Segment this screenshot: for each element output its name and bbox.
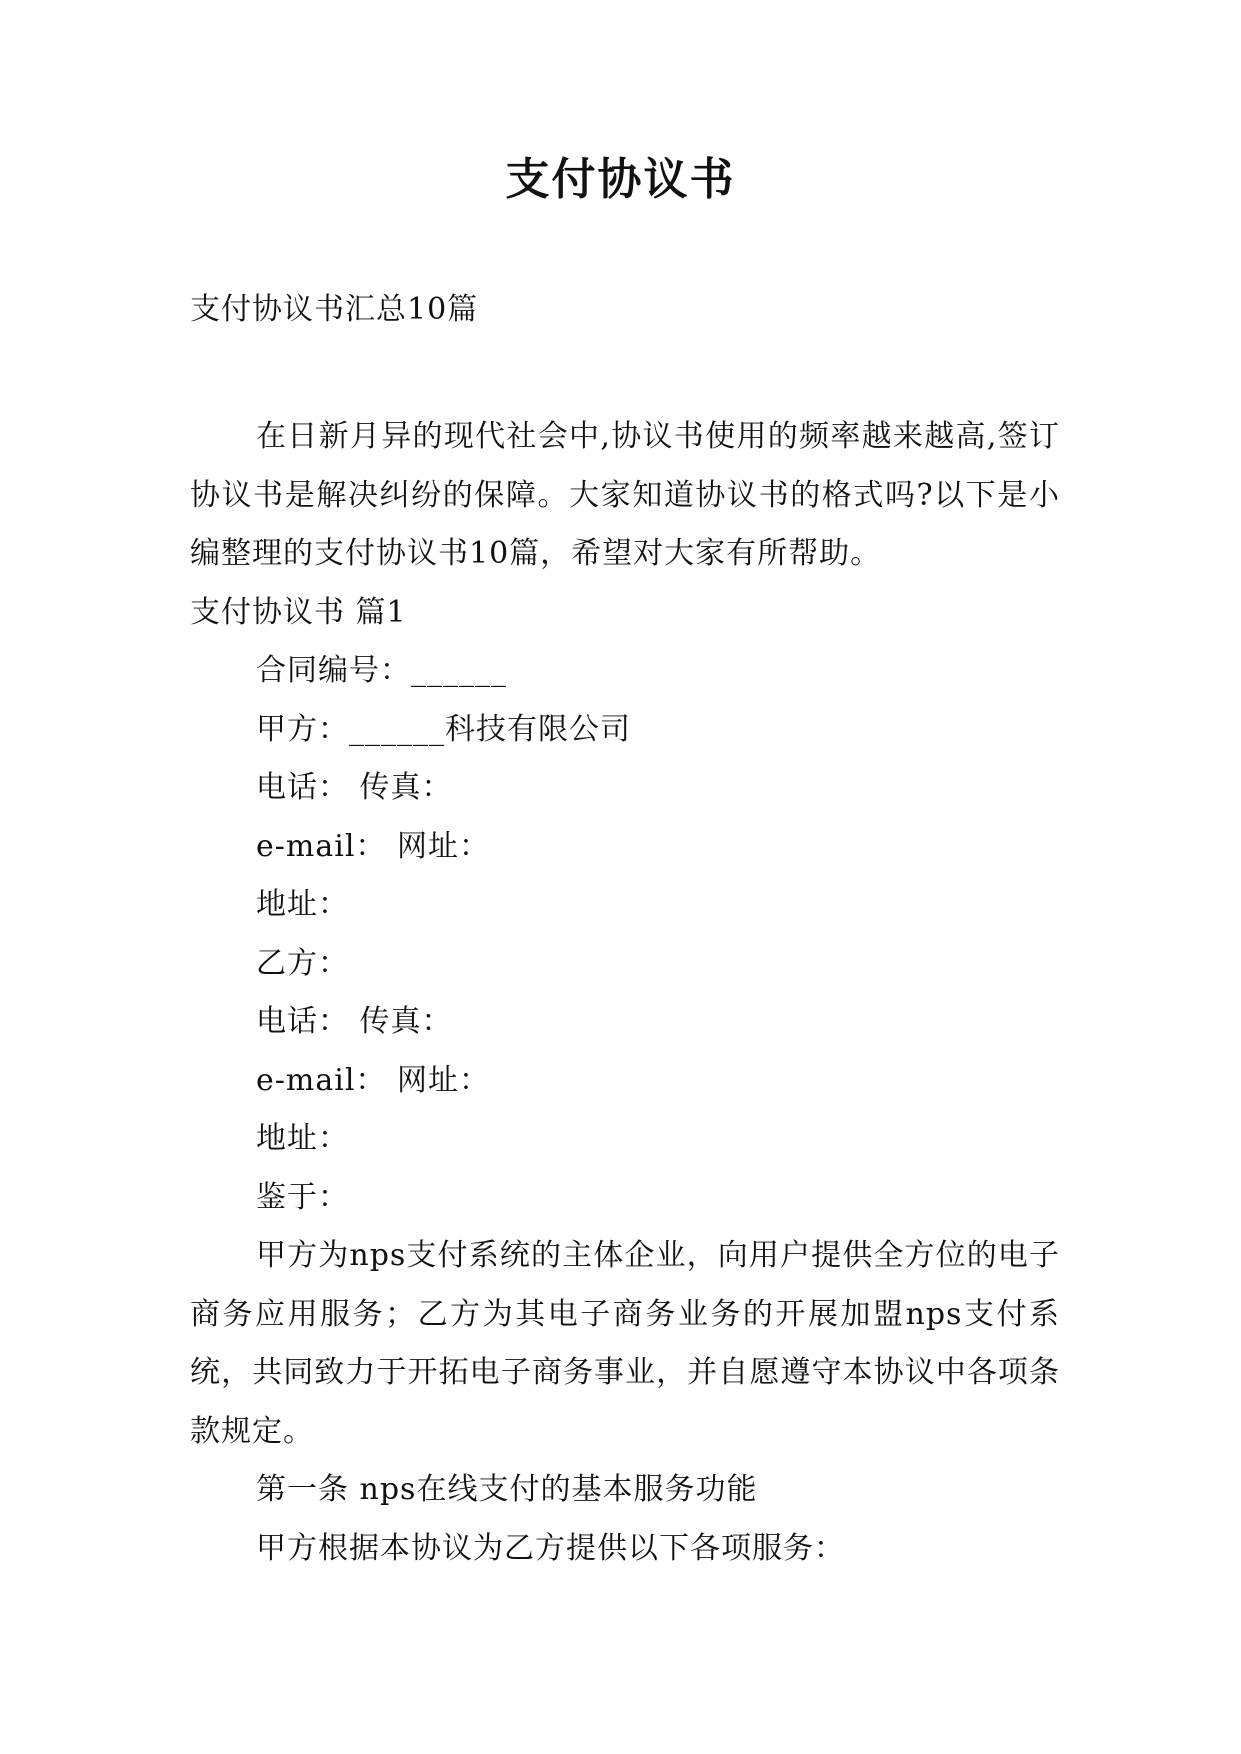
contract-number-line: 合同编号：______ bbox=[256, 653, 507, 688]
document-title: 支付协议书 bbox=[505, 154, 736, 205]
party-b-email-line: e-mail： 网址： bbox=[256, 1062, 490, 1098]
party-a-email-line: e-mail： 网址： bbox=[256, 828, 490, 864]
document-body bbox=[190, 408, 1060, 1578]
intro-paragraph: 在日新月异的现代社会中,协议书使用的频率越来越高,签订协议书是解决纠纷的保障。大家知道协议书的格式吗?以下是小编整理的支付协议书10篇，希望对大家有所帮助。 bbox=[190, 419, 1060, 571]
party-b-line: 乙方： bbox=[256, 945, 349, 981]
party-b-phone-line: 电话： 传真： bbox=[256, 1004, 453, 1039]
article-1-text: 甲方根据本协议为乙方提供以下各项服务： bbox=[256, 1530, 845, 1566]
party-a-line: 甲方：______科技有限公司 bbox=[256, 711, 631, 747]
party-a-address-line: 地址： bbox=[256, 887, 349, 922]
whereas-label: 鉴于： bbox=[256, 1179, 349, 1215]
section-heading: 支付协议书 篇1 bbox=[190, 594, 407, 630]
party-b-address-line: 地址： bbox=[256, 1121, 349, 1156]
document-subtitle: 支付协议书汇总10篇 bbox=[190, 292, 479, 327]
whereas-paragraph: 甲方为nps支付系统的主体企业，向用户提供全方位的电子商务应用服务；乙方为其电子商务业务的开展加盟nps支付系统，共同致力于开拓电子商务事业，并自愿遵守本协议中各项条款规定。 bbox=[190, 1238, 1060, 1449]
article-1-title: 第一条 nps在线支付的基本服务功能 bbox=[256, 1472, 758, 1507]
party-a-phone-line: 电话： 传真： bbox=[256, 770, 453, 805]
